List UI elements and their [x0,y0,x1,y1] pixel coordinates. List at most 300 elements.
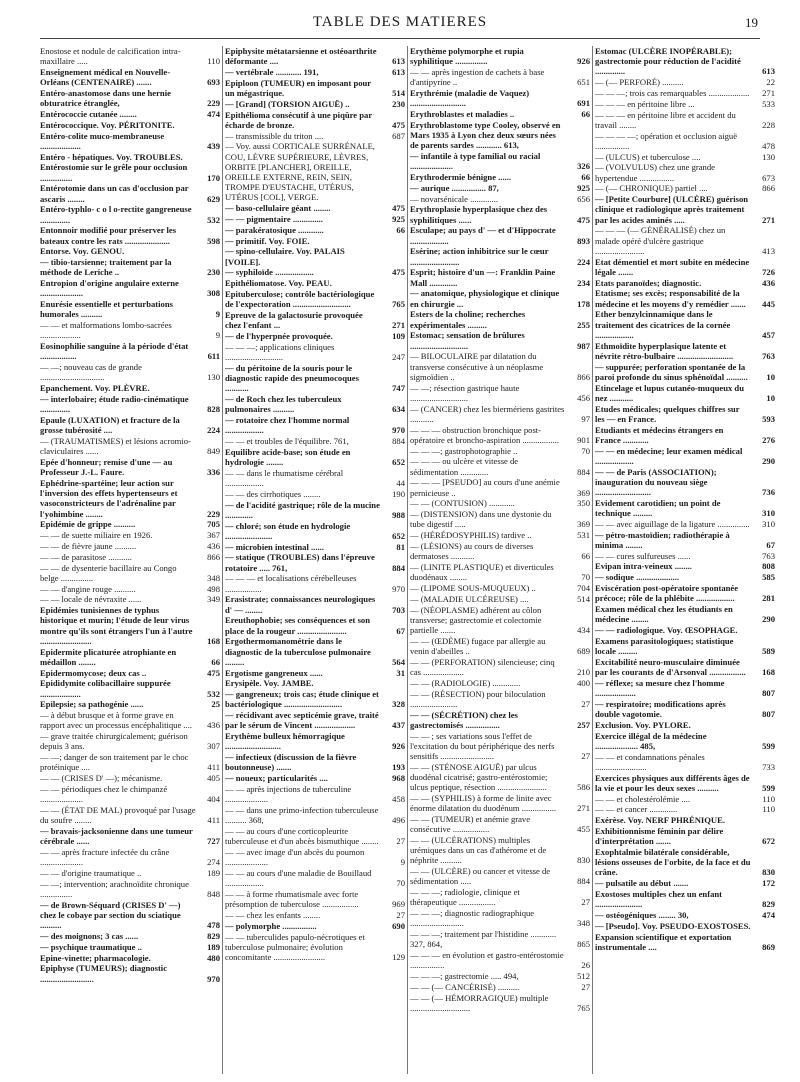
index-entry [225,773,405,783]
index-entry [225,500,405,520]
entry-text: — — de dysenterie bacillaire au Congo belge ............... [40,562,177,583]
entry-page-ref: 458 [392,794,405,805]
index-entry [40,183,220,203]
entry-text: — suppurée; perforation spontanée de la paroi profonde du sinus sphénoïdal .......... [595,361,748,382]
index-entry [40,752,220,772]
entry-text: — — (— HÉMORRAGIQUE) multiple ............................ [410,992,549,1013]
entry-page-ref: 884 [577,876,590,887]
entry-text: — — au cours d'une corticopleurite tuberculeuse et d'un abcès bismuthique ........ [225,825,379,847]
entry-page-ref: 271 [762,214,775,225]
entry-text: — réflexe; sa mesure chez l'homme ................... [595,677,725,698]
entry-text: — — (STÉNOSE AIGUË) par ulcus duodénal cicatrisé; gastro-entérostomie; ulcus peptique, résection ....................... [410,761,548,793]
entry-text: Epididymite colibacillaire suppurée ................... [40,678,171,699]
entry-text: — BILOCULAIRE par dilatation du transverse consécutive à un néoplasme sigmoïdien .. [410,351,544,382]
entry-text: Epithéliomatose. Voy. PEAU. [225,278,332,289]
entry-text: — — de suette miliaire en 1926. [40,530,153,541]
entry-text: Erythème polymorphe et rupia syphilitique ............... [410,46,524,67]
entry-text: — — tuberculides papulo-nécrotiques et tuberculose pulmonaire; évolution concomitante ........................ [225,931,365,962]
entry-page-ref: 884 [392,562,405,573]
entry-page-ref: 866 [207,551,220,562]
entry-page-ref: 22 [766,77,775,88]
entry-page-ref: 532 [207,214,220,225]
entry-page-ref: 828 [207,404,220,415]
entry-page-ref: 436 [207,540,220,551]
entry-text: Entonnoir modifié pour préserver les bateaux contre les rats ..................... [40,225,177,246]
entry-page-ref: 564 [392,656,405,667]
entry-page-ref: 66 [581,172,590,182]
entry-page-ref: 970 [392,425,405,436]
entry-text: — — radiologique. Voy. ŒSOPHAGE. [595,624,738,635]
entry-text: Epidermite plicaturée atrophiante en médaillon ........ [40,646,177,667]
entry-text: Excitabilité neuro-musculaire diminuée par les courants de d'Arsonval ................. [595,656,746,677]
entry-page-ref: 129 [392,951,405,962]
entry-page-ref: 925 [392,214,405,224]
entry-text: — — —; applications cliniques ........................... [225,341,335,362]
entry-page-ref: 224 [207,425,220,436]
entry-text: Epithélioma consécutif à une piqûre par écharde de bronze. [225,109,372,130]
entry-page-ref: 593 [762,413,775,424]
index-entry [40,773,220,783]
entry-text: Erysipèle. Voy. JAMBE. [225,678,314,689]
index-entry [40,278,220,298]
entry-text: — — locale de névraxite ...... [40,594,142,605]
entry-text: — — d'origine traumatique .. [40,867,142,878]
entry-page-ref: 27 [581,897,590,908]
entry-page-ref: 310 [762,508,775,518]
entry-page-ref: 456 [577,392,590,403]
index-entry [40,109,220,119]
entry-text: — — — [PSEUDO] au cours d'une anémie pernicieuse .. [410,477,560,498]
entry-page-ref: 865 [577,939,590,950]
entry-page-ref: 478 [762,140,775,151]
entry-page-ref: 413 [762,245,775,256]
entry-text: — (DISTENSION) dans une dystonie du tube digestif ..... [410,509,552,530]
index-entry [40,519,220,529]
entry-page-ref: 629 [207,193,220,204]
index-entry [410,330,590,350]
entry-text: — — ; ses variations sous l'effet de l'excitation du bout périphérique des nerfs sensitifs ......................... [410,730,555,761]
entry-page-ref: 849 [207,446,220,457]
entry-text: Exostoses multiples chez un enfant ...................... [595,888,723,910]
index-entry [595,467,775,498]
index-entry [40,784,220,804]
entry-page-ref: 336 [207,467,220,478]
entry-page-ref: 27 [581,698,590,709]
entry-text: — (LIPOME SOUS-MUQUEUX) .. [410,582,536,593]
entry-text: Erythrémie (maladie de Vaquez) .......................... [410,88,530,109]
entry-page-ref: 829 [762,899,775,910]
entry-text: — pulsatile au début ....... [595,878,689,889]
index-entry [225,678,405,688]
index-entry [410,594,590,604]
entry-page-ref: 178 [577,298,590,309]
entry-text: Entéro-colite muco-membraneuse ................... [40,130,165,151]
index-entry [595,773,775,793]
index-entry [40,131,220,151]
entry-page-ref: 474 [762,909,775,920]
entry-text: — — de Paris (ASSOCIATION); inauguration du nouveau siège .......................... [595,466,717,497]
entry-page-ref: 733 [762,761,775,772]
entry-text: Exclusion. Voy. PYLORE. [595,719,691,730]
index-entry [410,309,590,329]
entry-text: Etudes médicales; quelques chiffres sur les — en France. [595,403,740,424]
entry-page-ref: 130 [762,151,775,162]
entry-text: Esérine; action inhibitrice sur le cœur ....................... [410,246,549,267]
index-entry [410,446,590,456]
entry-page-ref: 926 [577,56,590,67]
entry-page-ref: 130 [207,372,220,383]
index-entry [595,425,775,445]
entry-page-ref: 230 [207,267,220,278]
entry-text: — spino-cellulaire. Voy. PALAIS [VOILE]. [225,246,345,267]
entry-page-ref: 480 [207,952,220,963]
index-entry [40,299,220,319]
index-entry [595,278,775,288]
index-entry [410,950,590,970]
index-entry [410,562,590,582]
entry-page-ref: 172 [762,878,775,889]
entry-page-ref: 31 [396,667,405,678]
entry-text: — — (ULCÈRE) ou cancer et vitesse de sédimentation ..... [410,866,551,887]
entry-text: — transmissible du triton .... [225,130,324,141]
entry-text: — — —; gastrectomie ..... 494, [410,971,519,982]
entry-page-ref: 533 [762,98,775,109]
entry-page-ref: 189 [207,867,220,878]
index-entry [410,971,590,981]
entry-text: Entéro-anastomose dans une hernie obturatrice étranglée, [40,88,171,109]
entry-text: — — (RADIOLOGIE) ............. [410,677,521,688]
entry-text: — —; intervention; arachnoïdite chronique ............... [40,878,189,899]
entry-text: — de l'hyperpnée provoquée. [225,330,333,341]
entry-page-ref: 455 [577,824,590,835]
entry-text: — — avec aiguillage de la ligature ............... [595,518,750,529]
index-entry [225,615,405,635]
index-entry [410,351,590,382]
entry-text: Entropion d'origine angulaire externe .................... [40,278,179,299]
entry-page-ref: 229 [207,98,220,109]
entry-text: — — (SYPHILIS) à forme de linite avec énorme dilatation du duodénum ................ [410,792,557,814]
index-entry [410,993,590,1013]
entry-page-ref: 210 [577,666,590,677]
entry-text: — bravais-jacksonienne dans une tumeur cérébrale ...... [40,825,193,847]
entry-page-ref: 27 [581,750,590,761]
index-entry [225,447,405,467]
entry-page-ref: 271 [577,803,590,814]
entry-page-ref: 968 [392,773,405,784]
entry-text: Epiphyse (TUMEURS); diagnostic ......................... [40,963,168,984]
entry-text: — (MALADIE ULCÉREUSE) .... [410,593,529,604]
index-entry [595,561,775,571]
entry-text: Exérèse. Voy. NERF PHRÉNIQUE. [595,815,726,826]
entry-text: — — —; trois cas remarquables ................... [595,88,750,98]
entry-page-ref: 274 [207,857,220,868]
entry-text: — du péritoine de la souris pour le diagnostic rapide des pneumocoques ........... [225,362,359,394]
index-entry [40,67,220,87]
entry-page-ref: 350 [577,498,590,509]
entry-page-ref: 110 [762,793,775,804]
entry-text: Ereuthophobie; ses conséquences et son place de la rougeur ....................... [225,615,370,636]
index-entry [225,752,405,772]
index-entry [595,162,775,182]
entry-page-ref: 613 [762,66,775,77]
entry-text: — (ULCUS) et tuberculose .... [595,151,701,162]
entry-page-ref: 326 [577,161,590,172]
entry-text: — [Pseudo]. Voy. PSEUDO-EXOSTOSES. [595,920,751,931]
entry-text: Enostose et nodule de calcification intra-maxillaire ..... [40,46,181,67]
entry-page-ref: 189 [207,941,220,952]
index-entry [595,657,775,677]
entry-page-ref: 687 [392,130,405,141]
entry-page-ref: 585 [762,572,775,583]
entry-text: Etudiants et médecins étrangers en France ............ [595,424,724,445]
entry-page-ref: 67 [766,539,775,550]
index-entry [40,552,220,562]
entry-text: — [Petite Courbure] (ULCÈRE) guérison clinique et radiologique après traitement par les acides aminés ..... [595,194,749,225]
entry-text: Epidermomycose; deux cas .. [40,667,147,678]
index-entry [225,214,405,224]
index-entry [40,647,220,667]
entry-text: — (NÉOPLASME) adhérent au côlon transverse; gastrectomie et colectomie partielle ....... [410,604,542,635]
entry-page-ref: 613 [392,67,405,77]
entry-page-ref: 27 [396,836,405,847]
entry-page-ref: 693 [207,77,220,88]
entry-text: — des moignons; 3 cas ...... [40,930,139,941]
entry-text: — aurique ................ 87, [410,182,499,193]
entry-text: Ether benzylcinnamique dans le traitement des cicatrices de la cornée .................. [595,309,731,340]
index-column-4 [595,46,775,1074]
index-entry [595,921,775,931]
index-entry [225,468,405,488]
index-entry [40,415,220,435]
entry-text: — — — et localisations cérébelleuses ................. [225,573,357,594]
entry-text: Epanchement. Voy. PLÈVRE. [40,383,150,394]
index-entry [225,363,405,394]
entry-page-ref: 308 [207,288,220,299]
entry-text: — — pigmentaire .............. [225,214,323,224]
entry-text: — grave traitée chirurgicalement; guérison depuis 3 ans. [40,731,188,752]
entry-text: — anatomique, physiologique et clinique en chirurgie ... [410,288,560,309]
entry-page-ref: 400 [577,677,590,688]
entry-text: Ethmoïdite hyperplasique latente et névrite rétro-bulbaire .......................... [595,340,734,361]
index-entry [40,541,220,551]
entry-page-ref: 765 [577,1002,590,1013]
index-entry [40,826,220,846]
entry-text: — (— CHRONIQUE) partiel .... [595,183,708,194]
entry-text: — (VOLVULUS) chez une grande hypertendue ................ [595,162,715,183]
entry-text: — — chez les enfants ........ [225,909,321,920]
entry-text: — novarsénicale ............. [410,193,499,204]
index-entry [595,183,775,193]
entry-text: Etats paranoïdes; diagnostic. [595,277,702,288]
entry-page-ref: 969 [392,899,405,910]
page-number: 19 [745,15,758,30]
entry-text: Epilepsie; sa pathogénie ...... [40,699,144,710]
entry-page-ref: 478 [207,920,220,931]
index-entry [595,878,775,888]
index-entry [40,341,220,361]
entry-page-ref: 44 [396,477,405,488]
entry-text: — respiratoire; modifications après double vagotomie. [595,698,726,719]
entry-text: Exhibitionnisme féminin par délire d'interprétation ....... [595,825,724,847]
entry-page-ref: 348 [207,572,220,583]
entry-text: Examen médical chez les étudiants en médecine ........ [595,603,733,625]
entry-page-ref: 168 [207,635,220,646]
entry-text: — — (CRISES D' —); mécanisme. [40,773,163,784]
index-entry [40,563,220,583]
entry-text: — polymorphe ................ [225,920,317,931]
entry-page-ref: 349 [207,594,220,605]
index-entry [410,172,590,182]
entry-page-ref: 411 [207,815,220,826]
entry-text: — noueux; particularités .... [225,773,328,784]
entry-text: Estomac; sensation de brûlures ........................... [410,330,525,351]
entry-text: — — à forme rhumatismale avec forte présomption de tuberculose ................. [225,888,359,910]
index-entry [595,752,775,772]
index-entry [595,309,775,340]
entry-page-ref: 310 [762,518,775,529]
entry-text: — infantile à type familial ou racial .................... [410,151,541,172]
index-entry [410,678,590,688]
entry-text: — (HÉRÉDOSYPHILIS) tardive .. [410,530,532,541]
index-entry [595,362,775,382]
entry-text: — gangreneux; trois cas; étude clinique et bactériologique ........................... [225,689,379,710]
index-entry [410,762,590,793]
entry-text: Eviscération post-opératoire spontanée précoce; rôle de la phlébite .................. [595,582,739,604]
index-entry [410,835,590,866]
index-entry [410,710,590,730]
entry-page-ref: 514 [577,593,590,604]
index-entry [40,246,220,256]
index-entry [40,162,220,182]
index-entry [40,362,220,382]
index-entry [410,477,590,497]
entry-page-ref: 830 [762,867,775,878]
index-entry [225,203,405,213]
entry-page-ref: 436 [207,720,220,731]
entry-text: — — cures sulfureuses ...... [595,550,691,561]
entry-page-ref: 66 [581,551,590,562]
entry-text: — — (SÉCRÉTION) chez les gastrectomisés ................ [410,709,518,730]
entry-page-ref: 474 [207,109,220,119]
entry-page-ref: 531 [577,530,590,541]
entry-text: Epaule (LUXATION) et fracture de la grosse tubérosité .... [40,414,180,436]
entry-text: — — dans le rhumatisme cérébral .................. [225,467,344,488]
entry-text: — — après injections de tuberculine .................... [225,783,352,805]
index-entry [410,657,590,677]
index-entry [40,963,220,983]
index-column-1 [40,46,220,1074]
index-entry [595,110,775,130]
entry-page-ref: 589 [762,645,775,656]
entry-text: Exercice illégal de la médecine .................... 485, [595,730,707,751]
entry-text: — — —; radiologie, clinique et thérapeutique ................. [410,887,520,908]
entry-page-ref: 747 [392,383,405,394]
index-entry [40,320,220,340]
entry-text: — — et condamnations pénales ........................ [595,751,705,772]
index-entry [40,152,220,162]
index-entry [225,310,405,330]
index-entry [595,446,775,466]
entry-page-ref: 10 [766,371,775,382]
entry-page-ref: 689 [577,645,590,656]
index-entry [225,868,405,888]
entry-text: — parakératosique ............ [225,224,324,235]
index-entry [225,394,405,414]
index-entry [595,804,775,814]
index-entry [595,88,775,98]
entry-page-ref: 512 [577,971,590,982]
index-entry [225,246,405,266]
entry-page-ref: 97 [581,413,590,424]
entry-page-ref: 110 [207,56,220,67]
entry-page-ref: 70 [581,445,590,456]
entry-page-ref: 229 [207,508,220,519]
entry-text: Epine-vinette; pharmacologie. [40,952,151,963]
index-entry [595,194,775,225]
entry-text: Enurésie essentielle et perturbations humorales .......... [40,299,173,320]
entry-text: — — de fièvre jaune .......... [40,540,137,551]
entry-text: Evipan intra-veineux ........ [595,561,692,572]
index-entry [595,794,775,804]
entry-text: — — — obstruction bronchique post-opératoire et broncho-aspiration ................. [410,424,559,445]
index-entry [410,814,590,834]
entry-page-ref: 651 [577,77,590,88]
entry-text: — — — en évolution et gastro-entérostomie ................ [410,950,564,971]
entry-page-ref: 224 [577,256,590,267]
entry-text: Erythroplasie hyperplasique chez des syphilitiques ...... [410,204,548,225]
index-entry [225,342,405,362]
entry-text: Entérostomie sur le grêle pour occlusion ............... [40,162,188,183]
index-entry [595,826,775,846]
index-entry [40,710,220,730]
entry-page-ref: 599 [762,782,775,793]
index-entry [595,99,775,109]
entry-text: Equilibre acide-base; son étude en hydrologie ........ [225,446,351,467]
index-entry [40,225,220,245]
entry-page-ref: 704 [577,582,590,593]
index-entry [225,826,405,846]
entry-page-ref: 652 [392,530,405,541]
entry-text: — à début brusque et à forme grave en rapport avec un processus encéphalitique .... [40,710,193,731]
entry-text: — — —; traitement par l'histidine ............ 327, 864, [410,929,557,950]
entry-text: — vertébrale ............ 191, [225,67,319,77]
index-entry [410,982,590,992]
entry-text: Epreuve de la galactosurie provoquée chez l'enfant ... [225,309,363,331]
index-entry [410,689,590,709]
index-entry [410,583,590,593]
index-entry [225,710,405,730]
index-entry [595,257,775,277]
index-entry [410,109,590,119]
index-entry [225,267,405,277]
index-entry [595,699,775,719]
entry-text: Entérotomie dans un cas d'occlusion par ascaris ........ [40,183,189,204]
index-entry [595,46,775,77]
entry-text: — (CANCER) chez les biermériens gastrites ........... [410,403,565,424]
entry-text: — pétro-mastoïdien; radiothérapie à minima ........ [595,529,730,550]
entry-page-ref: 736 [762,487,775,497]
entry-page-ref: 611 [207,351,220,362]
entry-page-ref: 66 [211,656,220,667]
entry-page-ref: 434 [577,624,590,635]
index-entry [40,868,220,878]
index-entry [410,194,590,204]
index-entry [225,731,405,751]
entry-page-ref: 475 [577,214,590,225]
entry-page-ref: 970 [207,973,220,984]
index-entry [410,908,590,928]
entry-page-ref: 866 [577,371,590,382]
